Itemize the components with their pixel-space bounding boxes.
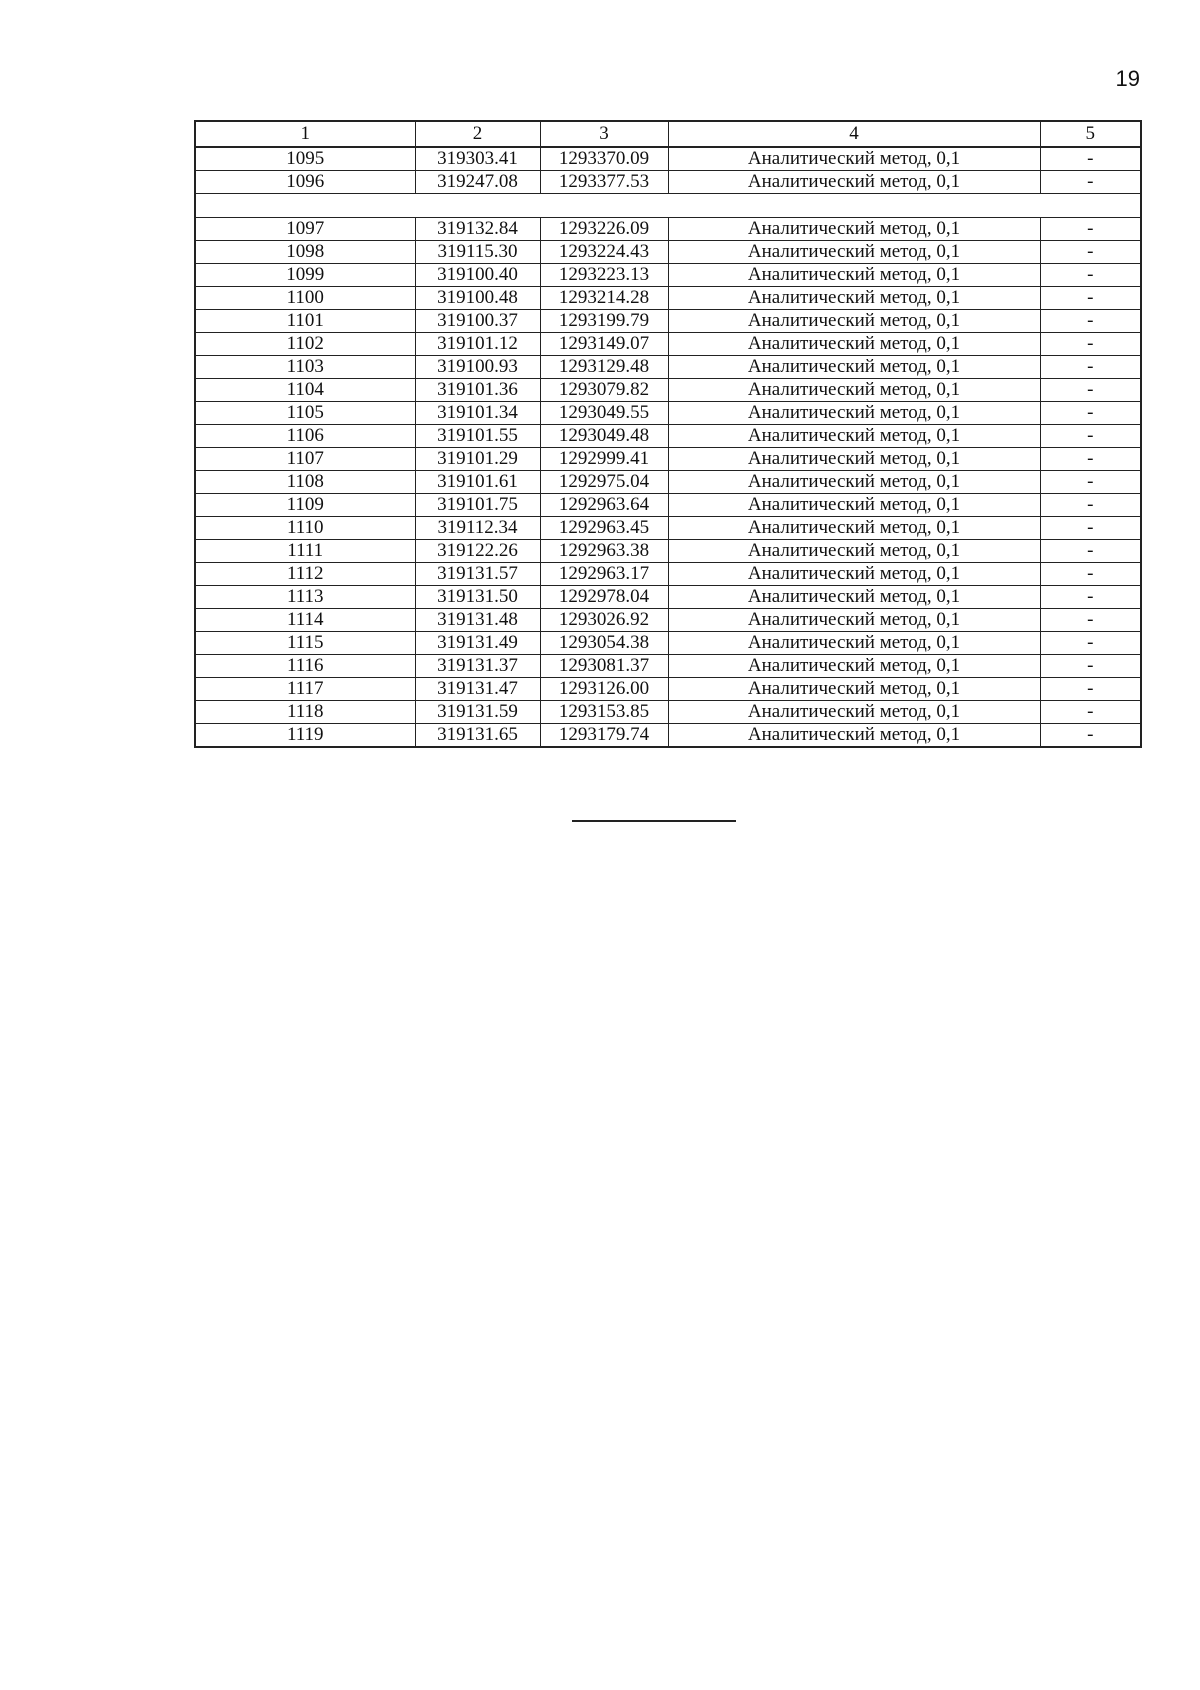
table-row — [195, 425, 1141, 448]
table-cell: 319100.93 — [415, 356, 540, 379]
table-cell: - — [1040, 425, 1141, 448]
page-number: 19 — [1115, 66, 1140, 91]
table-cell: 1292963.45 — [540, 517, 668, 540]
table-cell: - — [1040, 678, 1141, 701]
table-cell: Аналитический метод, 0,1 — [668, 425, 1040, 448]
table-cell: - — [1040, 287, 1141, 310]
table-cell: 1293026.92 — [540, 609, 668, 632]
table-cell: 1292963.38 — [540, 540, 668, 563]
table-cell: - — [1040, 333, 1141, 356]
column-header: 3 — [540, 121, 668, 147]
table-cell: 1293054.38 — [540, 632, 668, 655]
table-cell: Аналитический метод, 0,1 — [668, 632, 1040, 655]
table-cell: 1117 — [195, 678, 415, 701]
table-header-row — [195, 121, 1141, 147]
table-cell: Аналитический метод, 0,1 — [668, 171, 1040, 194]
table-cell: 319303.41 — [415, 147, 540, 171]
table-cell: 1293049.55 — [540, 402, 668, 425]
table-row — [195, 540, 1141, 563]
table-cell: 1293049.48 — [540, 425, 668, 448]
table-row — [195, 655, 1141, 678]
table-row — [195, 356, 1141, 379]
table-row — [195, 333, 1141, 356]
table-cell: 1098 — [195, 241, 415, 264]
table-cell: 319131.37 — [415, 655, 540, 678]
table-row — [195, 379, 1141, 402]
table-cell: - — [1040, 563, 1141, 586]
table-cell: Аналитический метод, 0,1 — [668, 287, 1040, 310]
table-cell: 1292963.64 — [540, 494, 668, 517]
table-cell: 1293226.09 — [540, 218, 668, 241]
table-cell: - — [1040, 586, 1141, 609]
table-cell: - — [1040, 609, 1141, 632]
table-cell: 1113 — [195, 586, 415, 609]
table-cell: Аналитический метод, 0,1 — [668, 333, 1040, 356]
table-cell: 1293153.85 — [540, 701, 668, 724]
table-cell: 319100.37 — [415, 310, 540, 333]
table-cell: 319101.55 — [415, 425, 540, 448]
table-cell: 1104 — [195, 379, 415, 402]
table-cell: 319131.57 — [415, 563, 540, 586]
table-row — [195, 563, 1141, 586]
column-header: 5 — [1040, 121, 1141, 147]
table-cell: Аналитический метод, 0,1 — [668, 448, 1040, 471]
table-cell: 1109 — [195, 494, 415, 517]
table-cell: - — [1040, 517, 1141, 540]
table-cell: 1107 — [195, 448, 415, 471]
separator-cell — [195, 194, 1141, 218]
table-row — [195, 310, 1141, 333]
table-cell: - — [1040, 171, 1141, 194]
table-cell: Аналитический метод, 0,1 — [668, 724, 1040, 748]
table-cell: 1114 — [195, 609, 415, 632]
table-row — [195, 471, 1141, 494]
coordinates-table — [194, 120, 1142, 748]
table-cell: Аналитический метод, 0,1 — [668, 264, 1040, 287]
table-cell: - — [1040, 356, 1141, 379]
table-cell: 1118 — [195, 701, 415, 724]
table-row — [195, 264, 1141, 287]
table-row — [195, 402, 1141, 425]
table-cell: 319100.48 — [415, 287, 540, 310]
table-cell: - — [1040, 264, 1141, 287]
table-cell: 319131.65 — [415, 724, 540, 748]
table-cell: 1103 — [195, 356, 415, 379]
table-cell: 1293179.74 — [540, 724, 668, 748]
table-cell: 1293129.48 — [540, 356, 668, 379]
table-cell: 319101.29 — [415, 448, 540, 471]
table-cell: 1095 — [195, 147, 415, 171]
table-cell: 1096 — [195, 171, 415, 194]
table-cell: - — [1040, 147, 1141, 171]
table-row — [195, 678, 1141, 701]
table-cell: Аналитический метод, 0,1 — [668, 402, 1040, 425]
table-cell: Аналитический метод, 0,1 — [668, 379, 1040, 402]
table-cell: 319100.40 — [415, 264, 540, 287]
table-row — [195, 724, 1141, 748]
table-cell: 319131.59 — [415, 701, 540, 724]
table-row — [195, 632, 1141, 655]
table-cell: Аналитический метод, 0,1 — [668, 586, 1040, 609]
table-cell: - — [1040, 310, 1141, 333]
table-cell: 1292963.17 — [540, 563, 668, 586]
table-cell: - — [1040, 701, 1141, 724]
table-cell: 1293224.43 — [540, 241, 668, 264]
table-cell: - — [1040, 448, 1141, 471]
table-cell: 1116 — [195, 655, 415, 678]
table-cell: 1105 — [195, 402, 415, 425]
table-cell: 319101.61 — [415, 471, 540, 494]
table-cell: - — [1040, 402, 1141, 425]
table-cell: Аналитический метод, 0,1 — [668, 655, 1040, 678]
table-cell: 1119 — [195, 724, 415, 748]
table-cell: 1115 — [195, 632, 415, 655]
table-row — [195, 701, 1141, 724]
separator-row — [195, 194, 1141, 218]
table-cell: 1293149.07 — [540, 333, 668, 356]
table-cell: 1112 — [195, 563, 415, 586]
table-cell: 319101.36 — [415, 379, 540, 402]
table-row — [195, 147, 1141, 171]
table-cell: Аналитический метод, 0,1 — [668, 241, 1040, 264]
table-cell: - — [1040, 471, 1141, 494]
table-cell: 1102 — [195, 333, 415, 356]
table-row — [195, 171, 1141, 194]
table-cell: 1293370.09 — [540, 147, 668, 171]
end-of-table-rule — [572, 820, 736, 822]
table-cell: - — [1040, 379, 1141, 402]
table-row — [195, 586, 1141, 609]
table-cell: Аналитический метод, 0,1 — [668, 517, 1040, 540]
table-cell: 319112.34 — [415, 517, 540, 540]
table-separator — [195, 194, 1141, 218]
table-group — [195, 147, 1141, 194]
table-row — [195, 287, 1141, 310]
table-cell: 319131.48 — [415, 609, 540, 632]
table-cell: 1099 — [195, 264, 415, 287]
column-header: 2 — [415, 121, 540, 147]
table-cell: Аналитический метод, 0,1 — [668, 471, 1040, 494]
table-cell: 319115.30 — [415, 241, 540, 264]
table-cell: 1293223.13 — [540, 264, 668, 287]
table-cell: 319131.47 — [415, 678, 540, 701]
table-cell: 1293081.37 — [540, 655, 668, 678]
table-cell: 1293377.53 — [540, 171, 668, 194]
table-cell: 1293126.00 — [540, 678, 668, 701]
table-cell: Аналитический метод, 0,1 — [668, 540, 1040, 563]
column-header: 1 — [195, 121, 415, 147]
table-cell: 1292999.41 — [540, 448, 668, 471]
table-cell: 319247.08 — [415, 171, 540, 194]
table-cell: Аналитический метод, 0,1 — [668, 701, 1040, 724]
table-cell: 1101 — [195, 310, 415, 333]
table-cell: Аналитический метод, 0,1 — [668, 218, 1040, 241]
table-row — [195, 241, 1141, 264]
table-cell: 1292975.04 — [540, 471, 668, 494]
table-cell: - — [1040, 655, 1141, 678]
table-cell: 319101.34 — [415, 402, 540, 425]
table-cell: - — [1040, 494, 1141, 517]
table-cell: 1100 — [195, 287, 415, 310]
table-row — [195, 448, 1141, 471]
table-cell: 1106 — [195, 425, 415, 448]
table-cell: Аналитический метод, 0,1 — [668, 678, 1040, 701]
table-cell: 1108 — [195, 471, 415, 494]
table-cell: Аналитический метод, 0,1 — [668, 494, 1040, 517]
table-cell: 319131.49 — [415, 632, 540, 655]
table-cell: 319101.75 — [415, 494, 540, 517]
table-cell: 319132.84 — [415, 218, 540, 241]
table-cell: 1293079.82 — [540, 379, 668, 402]
table-cell: 1111 — [195, 540, 415, 563]
table-cell: - — [1040, 632, 1141, 655]
table-cell: 1293214.28 — [540, 287, 668, 310]
table-row — [195, 517, 1141, 540]
table-cell: 1292978.04 — [540, 586, 668, 609]
table-cell: 1110 — [195, 517, 415, 540]
table-cell: - — [1040, 540, 1141, 563]
table-cell: 1293199.79 — [540, 310, 668, 333]
table-cell: 319131.50 — [415, 586, 540, 609]
table-cell: Аналитический метод, 0,1 — [668, 609, 1040, 632]
table-cell: - — [1040, 241, 1141, 264]
table-cell: 1097 — [195, 218, 415, 241]
table-cell: 319122.26 — [415, 540, 540, 563]
table-row — [195, 218, 1141, 241]
table-cell: - — [1040, 218, 1141, 241]
table-cell: Аналитический метод, 0,1 — [668, 310, 1040, 333]
table-cell: Аналитический метод, 0,1 — [668, 563, 1040, 586]
table-cell: 319101.12 — [415, 333, 540, 356]
table-cell: Аналитический метод, 0,1 — [668, 147, 1040, 171]
column-header: 4 — [668, 121, 1040, 147]
table-row — [195, 494, 1141, 517]
table-cell: Аналитический метод, 0,1 — [668, 356, 1040, 379]
table-cell: - — [1040, 724, 1141, 748]
table-group — [195, 218, 1141, 748]
table-row — [195, 609, 1141, 632]
